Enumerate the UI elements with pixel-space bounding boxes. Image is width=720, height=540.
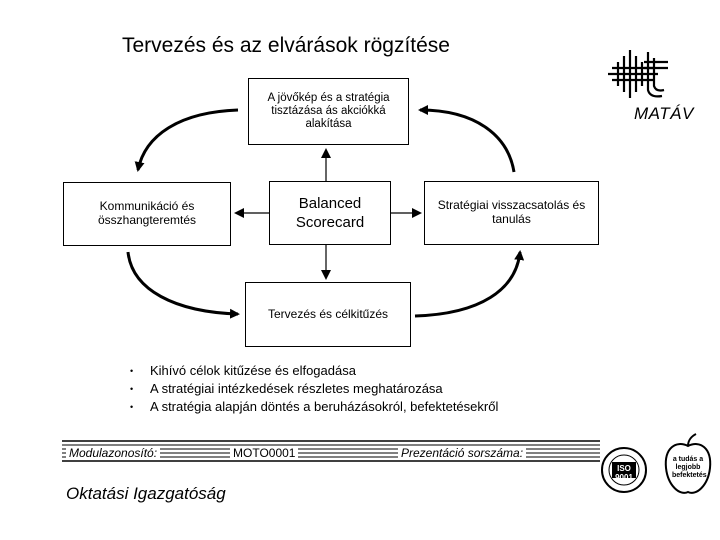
arrow-left-to-bottom: [128, 252, 238, 314]
box-strategic-feedback-label: Stratégiai visszacsatolás és tanulás: [437, 198, 586, 226]
box-vision-strategy-label: A jövőkép és a stratégia tisztázása ás akciókká alakítása: [267, 91, 390, 131]
box-strategic-feedback: [424, 181, 599, 245]
list-item: [130, 398, 498, 416]
list-item: [130, 362, 498, 380]
box-center-line2: Scorecard: [295, 214, 365, 231]
box-communication-label: Kommunikáció és összhangteremtés: [97, 199, 197, 227]
bullet-icon: •: [130, 366, 134, 376]
box-center-line1: Balanced: [298, 194, 362, 212]
arrow-bottom-to-right: [415, 252, 520, 316]
bullet-icon: •: [130, 384, 134, 394]
arrow-top-to-left: [138, 110, 238, 170]
apple-badge-text: a tudás a legjobb befektetés: [672, 456, 707, 479]
module-id-label: Modulazonosító:: [66, 446, 160, 460]
box-planning-goals: [245, 282, 411, 347]
list-item: [130, 380, 498, 398]
matav-brand-text: MATÁV: [634, 104, 694, 123]
box-communication: [63, 182, 231, 246]
iso-seal-text: ISO 9001: [615, 464, 633, 482]
arrow-right-to-top: [420, 110, 514, 172]
bullet-icon: •: [130, 402, 134, 412]
list-item-text: Kihívó célok kitűzése és elfogadása: [150, 363, 356, 378]
list-item-text: A stratégia alapján döntés a beruházásokról, befektetésekről: [150, 399, 499, 414]
box-vision-strategy: [248, 78, 409, 145]
list-item-text: A stratégiai intézkedések részletes meghatározása: [150, 381, 443, 396]
department-name: Oktatási Igazgatóság: [66, 484, 226, 503]
box-planning-goals-label: Tervezés és célkitűzés: [267, 306, 389, 321]
module-id-value: MOTO0001: [230, 446, 298, 460]
page-title: Tervezés és az elvárások rögzítése: [122, 34, 450, 57]
presentation-number-label: Prezentáció sorszáma:: [398, 446, 526, 460]
matav-logo-icon: [608, 50, 668, 98]
bullet-list: [130, 362, 498, 416]
box-balanced-scorecard: [269, 181, 391, 245]
